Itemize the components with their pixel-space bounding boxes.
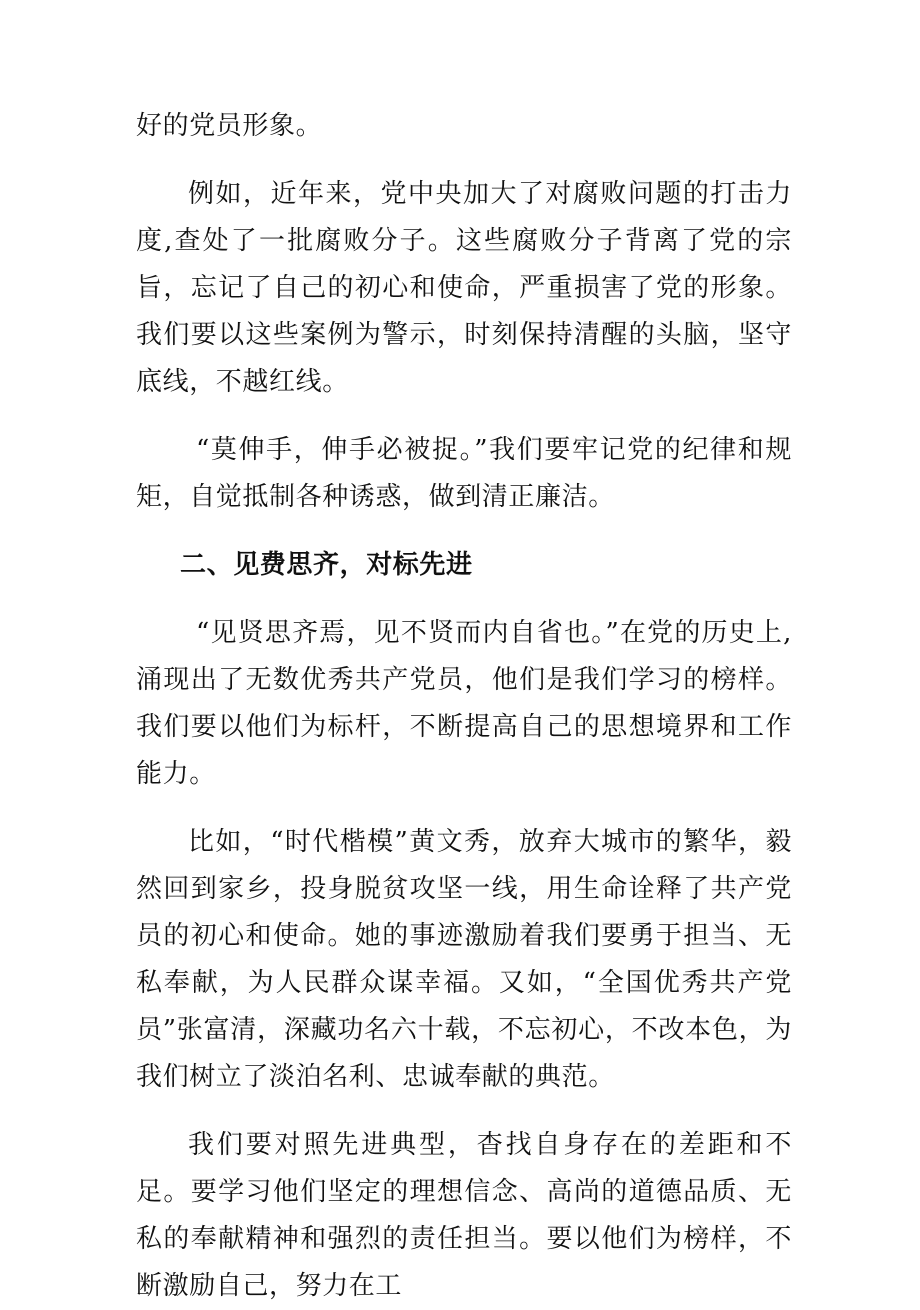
paragraph-gap [136, 798, 792, 819]
paragraph-role-models: “见贤思齐焉，见不贤而内自省也。”在党的历史上,涌现出了无数优秀共产党员，他们是我们学习的榜样。我们要以他们为标杆，不断提高自己的思想境界和工作能力。 [136, 618, 792, 789]
paragraph-gap [136, 521, 792, 542]
paragraph-examples: 比如，“时代楷模”黄文秀，放弃大城市的繁华，毅然回到家乡，投身脱贫攻坚一线，用生命诠释了共产党员的初心和使命。她的事迹激励着我们要勇于担当、无私奉献，为人民群众谋幸福。又如，“全国优秀共产党员”张富清，深藏功名六十载，不忘初心，不改本色，为我们树立了淡泊名利、忠诚奉献的典范。 [136, 827, 792, 1092]
paragraph-gap [136, 150, 792, 171]
paragraph-gap [136, 406, 792, 427]
document-body [136, 103, 792, 1310]
paragraph-discipline-quote: “莫伸手，伸手必被捉。”我们要牢记党的纪律和规矩，自觉抵制各种诱惑，做到清正廉洁。 [136, 435, 792, 512]
paragraph-self-reflection: 我们要对照先进典型，杳找自身存在的差距和不足。要学习他们坚定的理想信念、高尚的道德品质、无私的奉献精神和强烈的责任担当。要以他们为榜样，不断激励自己，努力在工 [136, 1130, 792, 1301]
paragraph-gap [136, 589, 792, 610]
section-heading-2: 二、见费思齐，对标先进 [180, 550, 473, 580]
paragraph-continuation: 好的党员形象。 [136, 111, 323, 141]
paragraph-gap [136, 1101, 792, 1122]
paragraph-corruption-example: 例如，近年来，党中央加大了对腐败问题的打击力度,查处了一批腐败分子。这些腐败分子背离了党的宗旨，忘记了自己的初心和使命，严重损害了党的形象。我们要以这些案例为警示，时刻保持清醒的头脑，坚守底线，不越红线。 [136, 179, 792, 397]
